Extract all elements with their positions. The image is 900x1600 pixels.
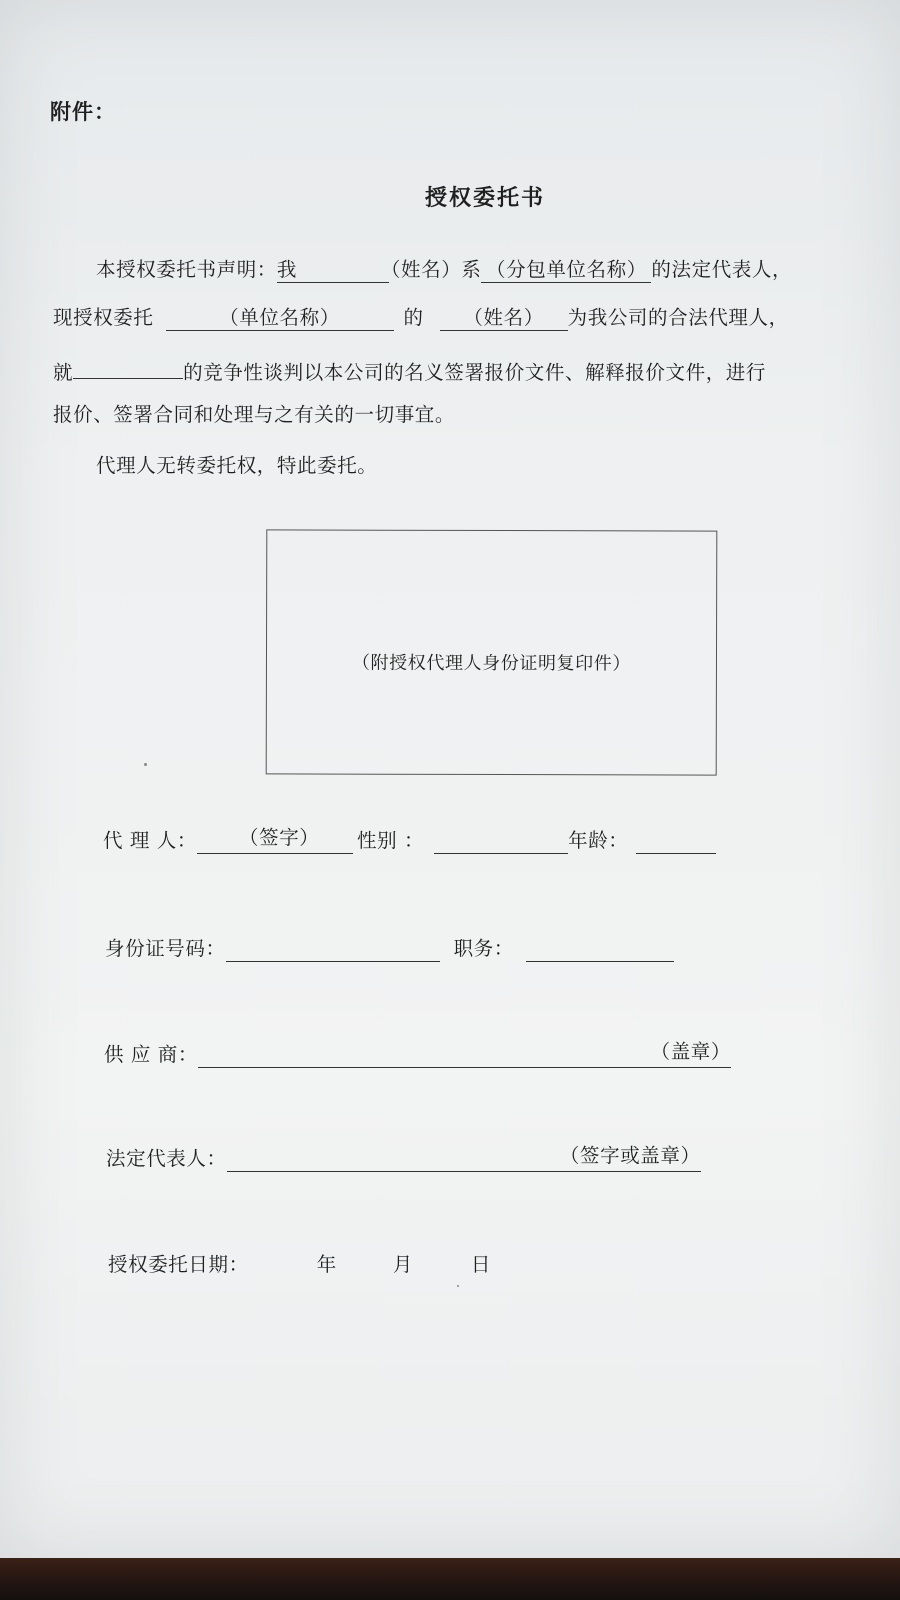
declaration-line-4: 报价、签署合同和处理与之有关的一切事宜。 <box>53 403 456 426</box>
id-number-line[interactable] <box>226 939 440 962</box>
age-line[interactable] <box>636 831 716 854</box>
scope-prefix: 就 <box>53 361 74 384</box>
gender-label: 性别 ： <box>357 829 425 852</box>
month-label: 月 <box>392 1253 413 1276</box>
legal-rep-name-blank <box>277 258 389 283</box>
declaration-line-2 <box>53 306 789 331</box>
agent-signature-line[interactable] <box>197 826 353 854</box>
authorize-suffix: 为我公司的合法代理人， <box>567 306 789 329</box>
id-copy-box <box>266 529 718 775</box>
unit-name-blank: （单位名称） <box>166 306 394 331</box>
legal-rep-signature-hint: （签字或盖章） <box>559 1144 701 1167</box>
supplier-seal-line[interactable] <box>198 1040 731 1068</box>
id-number-row <box>105 936 674 962</box>
project-name-blank <box>73 354 183 379</box>
attachment-label: 附件： <box>50 100 116 124</box>
document-title: 授权委托书 <box>424 186 545 211</box>
id-copy-label: （附授权代理人身份证明复印件） <box>351 652 631 675</box>
supplier-row <box>104 1042 731 1068</box>
scope-suffix: 的竞争性谈判以本公司的名义签署报价文件、解释报价文件，进行 <box>183 361 767 384</box>
xi-text: 系 <box>461 258 482 281</box>
desk-surface <box>0 1558 900 1600</box>
legal-rep-signature-line[interactable] <box>227 1144 701 1172</box>
supplier-seal-hint: （盖章） <box>650 1040 731 1063</box>
agent-label: 代 理 人： <box>103 829 197 852</box>
legal-rep-label: 法定代表人： <box>106 1147 227 1170</box>
position-line[interactable] <box>526 939 674 962</box>
day-label: 日 <box>470 1253 492 1276</box>
legal-rep-row <box>106 1146 701 1172</box>
supplier-label: 供 应 商： <box>104 1043 198 1066</box>
paper-speck <box>144 763 147 766</box>
year-label: 年 <box>316 1253 337 1276</box>
authorize-prefix: 现授权委托 <box>53 306 154 329</box>
agent-row <box>103 828 716 854</box>
paper-speck <box>457 1285 459 1287</box>
agent-signature-hint: （签字） <box>239 826 320 849</box>
declaration-line-1 <box>96 258 792 283</box>
gender-line[interactable] <box>434 831 568 854</box>
position-label: 职务： <box>453 937 514 960</box>
date-row <box>108 1252 491 1278</box>
de-text: 的 <box>403 306 424 329</box>
declaration-line-5: 代理人无转委托权，特此委托。 <box>96 454 378 477</box>
age-label: 年龄： <box>568 829 629 852</box>
declaration-prefix: 本授权委托书声明： <box>96 258 277 281</box>
id-number-label: 身份证号码： <box>105 937 226 960</box>
me-text: 我 <box>276 258 298 281</box>
declaration-line-3 <box>53 354 766 385</box>
agent-name-blank: （姓名） <box>440 306 568 331</box>
declaration-suffix: 的法定代表人， <box>651 258 793 281</box>
subcontractor-name-blank: （分包单位名称） <box>481 258 651 283</box>
date-label: 授权委托日期： <box>108 1253 249 1276</box>
name-hint: （姓名） <box>380 258 462 281</box>
